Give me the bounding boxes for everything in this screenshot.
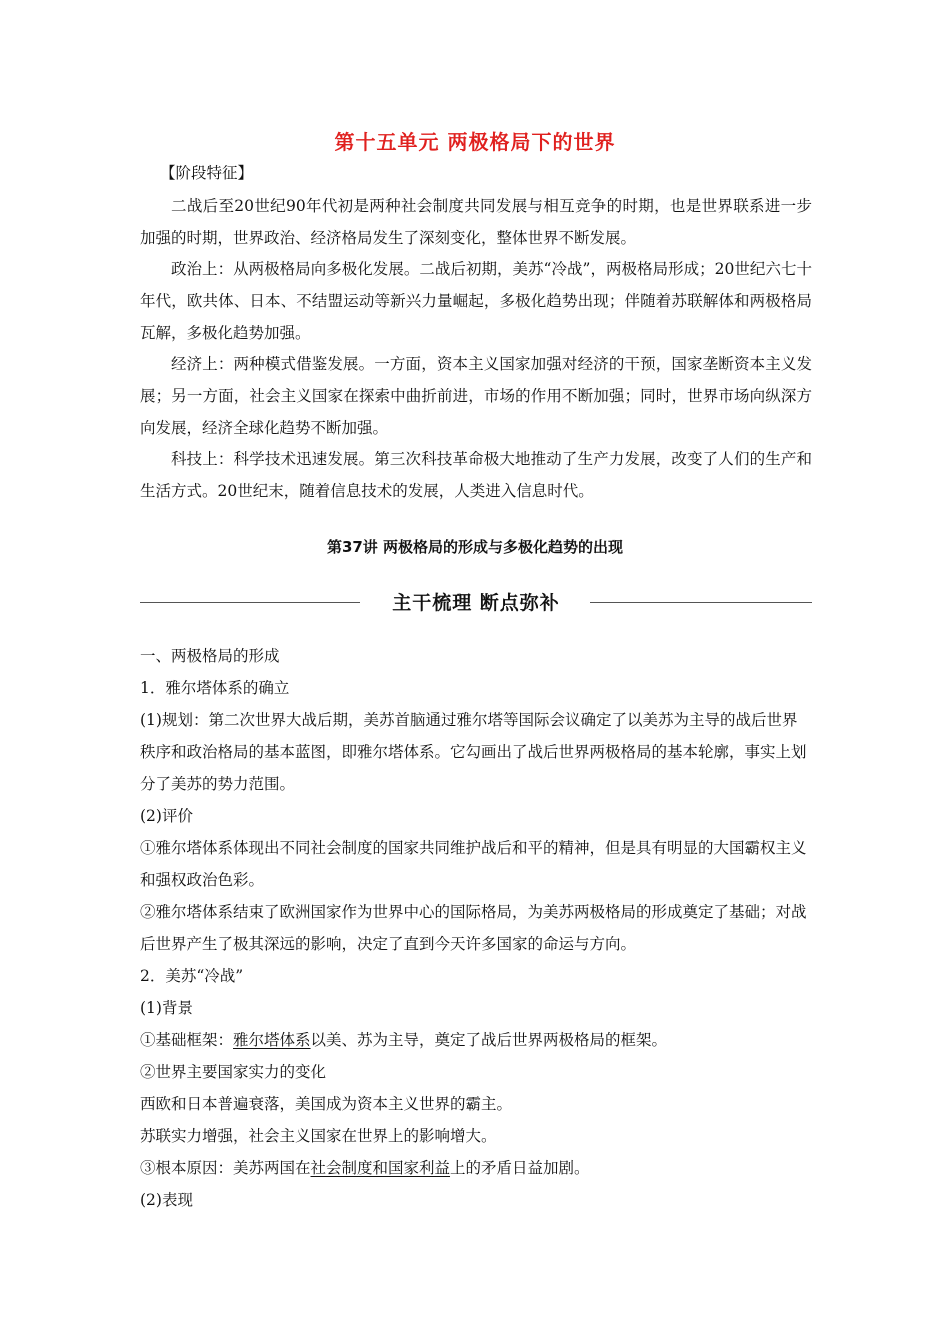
text-span: ①基础框架： xyxy=(140,1031,234,1049)
outline-item: (1)规划：第二次世界大战后期，美苏首脑通过雅尔塔等国际会议确定了以美苏为主导的战后世界秩序和政治格局的基本蓝图，即雅尔塔体系。它勾画出了战后世界两极格局的基本轮廓，事实上划分了美苏的势力范围。 xyxy=(140,711,807,793)
outline-item: (2)评价 xyxy=(140,807,193,825)
outline-item: ②世界主要国家实力的变化 xyxy=(140,1063,327,1081)
technology-paragraph: 科技上：科学技术迅速发展。第三次科技革命极大地推动了生产力发展，改变了人们的生产和生活方式。20世纪末，随着信息技术的发展，人类进入信息时代。 xyxy=(140,450,812,500)
divider-line-right xyxy=(590,602,812,603)
section-divider xyxy=(140,588,812,618)
outline-item xyxy=(140,1024,812,1056)
text-span: 以美、苏为主导，奠定了战后世界两极格局的框架。 xyxy=(310,1031,668,1049)
text-span: 上的矛盾日益加剧。 xyxy=(450,1159,590,1177)
outline-item: (2)表现 xyxy=(140,1191,193,1209)
outline-item: ①雅尔塔体系体现出不同社会制度的国家共同维护战后和平的精神，但是具有明显的大国霸权主义和强权政治色彩。 xyxy=(140,839,807,889)
section-heading: 主干梳理 断点弥补 xyxy=(392,592,560,614)
outline-item: (1)背景 xyxy=(140,999,193,1017)
outline-item: 苏联实力增强，社会主义国家在世界上的影响增大。 xyxy=(140,1127,497,1145)
heading-level1: 一、两极格局的形成 xyxy=(140,647,280,665)
heading-level2: 2．美苏“冷战” xyxy=(140,967,244,985)
stage-feature-label: 【阶段特征】 xyxy=(160,164,254,182)
intro-paragraph: 二战后至20世纪90年代初是两种社会制度共同发展与相互竞争的时期，也是世界联系进一步加强的时期，世界政治、经济格局发生了深刻变化，整体世界不断发展。 xyxy=(140,197,812,247)
politics-paragraph: 政治上：从两极格局向多极化发展。二战后初期，美苏“冷战”，两极格局形成；20世纪六七十年代，欧共体、日本、不结盟运动等新兴力量崛起，多极化趋势出现；伴随着苏联解体和两极格局瓦解，多极化趋势加强。 xyxy=(140,260,812,342)
text-span: ③根本原因：美苏两国在 xyxy=(140,1159,311,1177)
outline-item xyxy=(140,1152,812,1184)
lecture-title: 第37讲 两极格局的形成与多极化趋势的出现 xyxy=(326,538,624,556)
underlined-key-term: 雅尔塔体系 xyxy=(233,1031,311,1049)
heading-level2: 1．雅尔塔体系的确立 xyxy=(140,679,290,697)
outline-item: ②雅尔塔体系结束了欧洲国家作为世界中心的国际格局，为美苏两极格局的形成奠定了基础；对战后世界产生了极其深远的影响，决定了直到今天许多国家的命运与方向。 xyxy=(140,903,807,953)
unit-title: 第十五单元 两极格局下的世界 xyxy=(334,130,616,154)
economy-paragraph: 经济上：两种模式借鉴发展。一方面，资本主义国家加强对经济的干预，国家垄断资本主义发展；另一方面，社会主义国家在探索中曲折前进，市场的作用不断加强；同时，世界市场向纵深方向发展，经济全球化趋势不断加强。 xyxy=(140,355,812,437)
outline-content xyxy=(140,640,812,1216)
underlined-key-term: 社会制度和国家利益 xyxy=(310,1159,451,1177)
outline-item: 西欧和日本普遍衰落，美国成为资本主义世界的霸主。 xyxy=(140,1095,513,1113)
